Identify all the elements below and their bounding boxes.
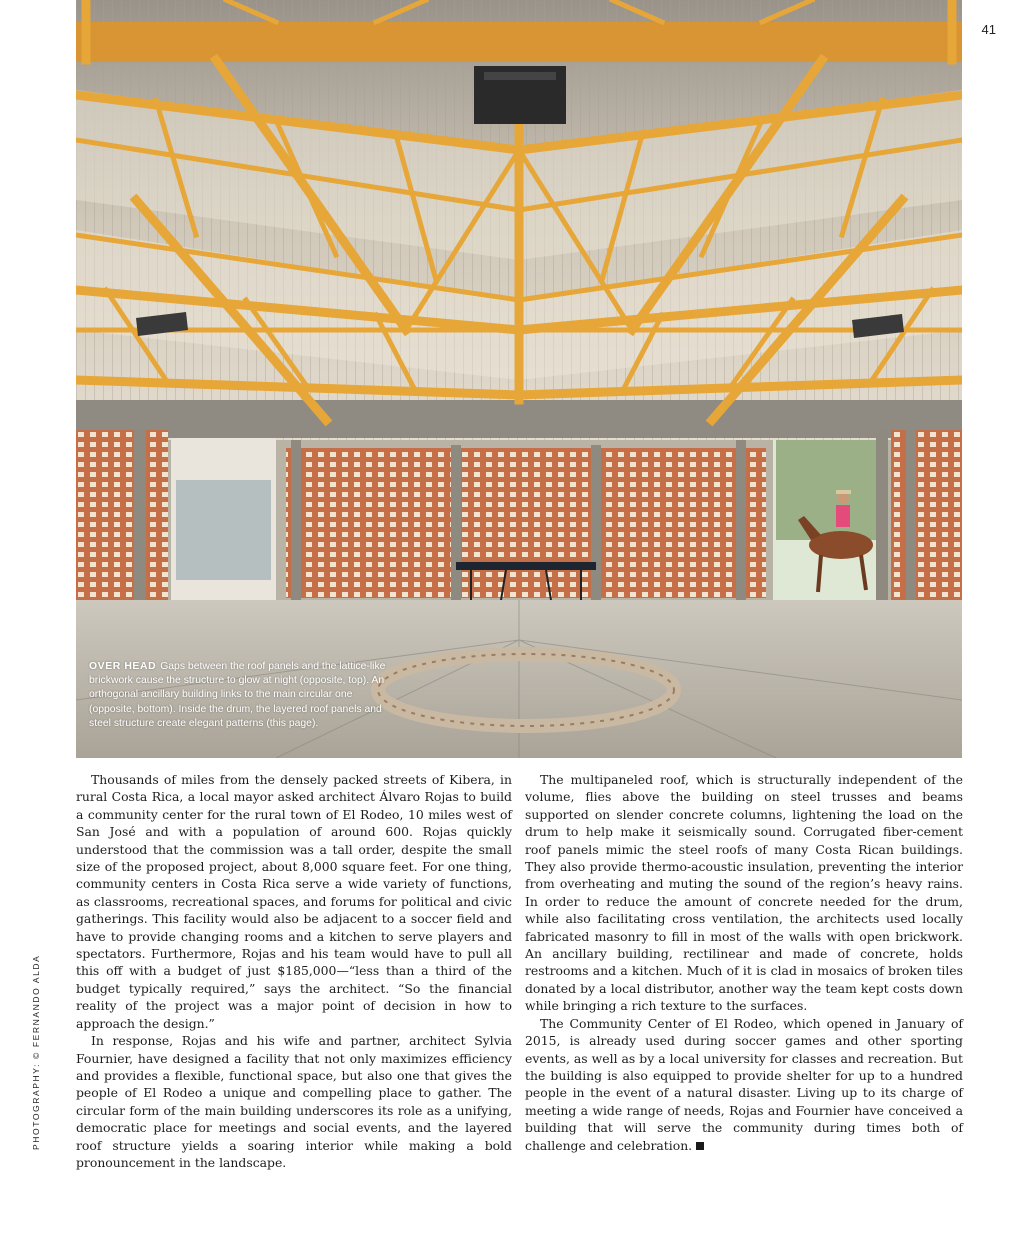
paragraph: Thousands of miles from the densely packed streets of Kibera, in rural Costa Rica, a local mayor asked architect Álvaro Rojas to build a community center for the rural town of El Rodeo, 10 miles west of San José and with a population of around 600. Rojas quickly understood that the commission was a tall order, despite the small size of the proposed project, about 8,000 square feet. For one thing, community centers in Costa Rica serve a wide variety of functions, as classrooms, recreational spaces, and forums for political and civic gatherings. This facility would also be adjacent to a soccer field and have to provide changing rooms and a kitchen to serve players and spectators. Furthermore, Rojas and his team would have to pull all this off with a budget of just $185,000—“less than a third of the budget typically required,” says the architect. “So the financial reality of the project was a major point of decision in how to approach the design.” [76, 772, 512, 1031]
brick-wall-center [286, 448, 766, 598]
paragraph-text: The Community Center of El Rodeo, which opened in January of 2015, is already used during soccer games and other sporting events, as well as by a local university for classes and recreation. But the building is also equipped to provide shelter for up to a hundred people in the event of a natural disaster. Living up to its charge of meeting a wide range of needs, Rojas and Fournier have conceived a building that will serve the community during times both of challenge and celebration. [525, 1015, 963, 1153]
table [456, 562, 596, 570]
page-number: 41 [981, 22, 996, 37]
photo-caption [89, 660, 389, 731]
pavilion-interior-illustration [76, 0, 962, 758]
hero-photo [76, 0, 962, 758]
caption-text: Gaps between the roof panels and the lattice-like brickwork cause the structure to glow at night (opposite, top). An orthogonal ancillary building links to the main circular one (opposite, bottom). Inside the drum, the layered roof panels and steel structure create elegant patterns (this page). [89, 661, 386, 729]
brick-wall-left [76, 430, 168, 600]
end-mark-icon [696, 1142, 704, 1150]
caption-heading: OVER HEAD [89, 661, 157, 672]
photo-credit: PHOTOGRAPHY: © FERNANDO ALDA [31, 954, 41, 1150]
article-right-column [525, 771, 963, 1154]
paragraph [525, 1015, 963, 1154]
brick-wall-right [891, 430, 962, 600]
article-left-column [76, 771, 512, 1171]
paragraph: The multipaneled roof, which is structurally independent of the volume, flies above the building on steel trusses and beams supported on slender concrete columns, lightening the load on the drum to help make it seismically sound. Corrugated fiber-cement roof panels mimic the steel roofs of many Costa Rican buildings. They also provide thermo-acoustic insulation, preventing the interior from overheating and muting the sound of the region’s heavy rains. In order to reduce the amount of concrete needed for the drum, while also facilitating cross ventilation, the architects used locally fabricated masonry to fill in most of the walls with open brickwork. An ancillary building, rectilinear and made of concrete, holds restrooms and a kitchen. Much of it is clad in mosaics of broken tiles donated by a local distributor, another way the team kept costs down while bringing a rich texture to the surfaces. [525, 772, 963, 1014]
paragraph: In response, Rojas and his wife and partner, architect Sylvia Fournier, have designed a facility that not only maximizes efficiency and provides a flexible, functional space, but also one that gives the people of El Rodeo a unique and compelling place to gather. The circular form of the main building underscores its role as a unifying, democratic place for meetings and social events, and the layered roof structure yields a soaring interior while making a bold pronouncement in the landscape. [76, 1033, 512, 1170]
